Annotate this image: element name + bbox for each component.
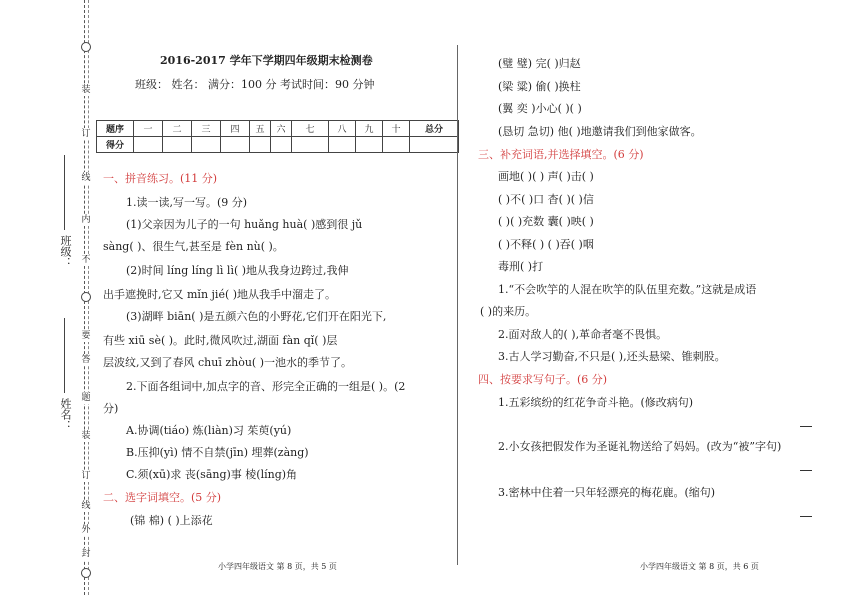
question-text: (锦 棉) ( )上添花 [130,514,213,527]
exam-info: 班级： 姓名： 满分：100 分 考试时间：90 分钟 [135,78,375,91]
score-cell: 得分 [97,137,134,153]
strip-char: 不 [81,255,91,265]
score-cell: 二 [163,121,192,137]
question-text: 1.“不会吹竽的人混在吹竽的队伍里充数。”这就是成语 [498,283,757,296]
strip-char: 线 [81,173,91,183]
question-text: 2.下面各组词中,加点字的音、形完全正确的一组是( )。(2 [126,380,406,393]
score-cell: 一 [134,121,163,137]
class-fill-line [64,155,65,230]
score-input[interactable] [250,137,271,153]
answer-line[interactable] [800,516,812,517]
strip-char: 外 [81,525,91,535]
score-cell: 十 [383,121,410,137]
section-4-title: 四、按要求写句子。(6 分) [478,373,608,386]
section-2-title: 二、选字词填空。(5 分) [103,491,222,504]
score-input[interactable] [221,137,250,153]
word-row: ( )不( )口 杳( )( )信 [498,193,594,206]
score-cell: 九 [356,121,383,137]
answer-line[interactable] [800,470,812,471]
question-text: 层波纹,又到了春风 chuī zhòu( )一池水的季节了。 [103,356,353,369]
binding-hole [81,568,91,578]
score-input[interactable] [271,137,292,153]
question-text: (梁 粱) 偷( )换柱 [498,80,581,93]
section-1-title: 一、拼音练习。(11 分) [103,172,218,185]
strip-char: 要 [81,331,91,341]
section-3-title: 三、补充词语,并选择填空。(6 分) [478,148,644,161]
question-text: (恳切 急切) 他( )地邀请我们到他家做客。 [498,125,702,138]
score-input[interactable] [383,137,410,153]
question-text: 2.小女孩把假发作为圣诞礼物送给了妈妈。(改为“被”字句) [498,440,782,453]
score-input[interactable] [410,137,459,153]
score-input[interactable] [192,137,221,153]
question-text: 出手遮挽时,它又 mǐn jié( )地从我手中溜走了。 [103,288,337,301]
name-label: 姓名： [59,398,72,431]
question-text: (1)父亲因为儿子的一句 huǎng huà( )感到很 jǔ [126,218,363,231]
score-cell: 题序 [97,121,134,137]
word-row: 毒刑( )打 [498,260,544,273]
score-cell: 三 [192,121,221,137]
strip-char: 内 [81,215,91,225]
score-cell: 七 [292,121,329,137]
question-text: (翼 奕 )小心( )( ) [498,102,582,115]
page-footer-left: 小学四年级语文 第 8 页，共 5 页 [218,562,337,571]
question-text: (3)湖畔 biān( )是五颜六色的小野花,它们开在阳光下, [126,310,387,323]
score-input[interactable] [329,137,356,153]
score-input[interactable] [292,137,329,153]
word-row: ( )不释( ) ( )吞( )咽 [498,238,594,251]
strip-char: 线 [81,501,91,511]
score-input[interactable] [134,137,163,153]
strip-char: 装 [81,85,91,95]
question-text: 有些 xiū sè( )。此时,微风吹过,湖面 fàn qǐ( )层 [103,334,338,347]
strip-char: 题 [81,393,91,403]
strip-char: 封 [81,549,91,559]
question-text: 3.密林中住着一只年轻漂亮的梅花鹿。(缩句) [498,486,716,499]
word-row: 画地( )( ) 声( )击( ) [498,170,594,183]
strip-char: 答 [81,355,91,365]
score-cell: 四 [221,121,250,137]
option-c: C.须(xū)求 丧(sāng)事 棱(líng)角 [126,468,298,481]
page-footer-right: 小学四年级语文 第 8 页，共 6 页 [640,562,759,571]
score-cell: 六 [271,121,292,137]
class-label: 班级： [59,235,72,268]
option-b: B.压抑(yì) 情不自禁(jīn) 埋葬(zàng) [126,446,309,459]
score-cell: 八 [329,121,356,137]
question-text: (璧 璧) 完( )归赵 [498,57,581,70]
score-input[interactable] [356,137,383,153]
question-text: (2)时间 líng líng lì lì( )地从我身边跨过,我伸 [126,264,349,277]
score-table [96,120,459,153]
question-text: 2.面对敌人的( ),革命者毫不畏惧。 [498,328,668,341]
strip-char: 装 [81,431,91,441]
question-text: 1.五彩缤纷的红花争奇斗艳。(修改病句) [498,396,694,409]
score-cell: 总分 [410,121,459,137]
binding-hole [81,42,91,52]
word-row: ( )( )充数 囊( )映( ) [498,215,594,228]
score-input[interactable] [163,137,192,153]
question-text: 分) [103,402,119,415]
answer-line[interactable] [800,426,812,427]
question-text: sàng( )、很生气,甚至是 fèn nù( )。 [103,240,284,253]
name-fill-line [64,318,65,393]
strip-char: 订 [81,471,91,481]
column-divider [457,45,458,565]
option-a: A.协调(tiáo) 炼(liàn)习 茱萸(yú) [126,424,292,437]
page-title: 2016-2017 学年下学期四年级期末检测卷 [160,54,373,67]
strip-char: 订 [81,129,91,139]
question-text: ( )的来历。 [480,305,537,318]
score-cell: 五 [250,121,271,137]
question-text: 1.读一读,写一写。(9 分) [126,196,248,209]
binding-hole [81,292,91,302]
question-text: 3.古人学习勤奋,不只是( ),还头悬梁、锥刺股。 [498,350,726,363]
